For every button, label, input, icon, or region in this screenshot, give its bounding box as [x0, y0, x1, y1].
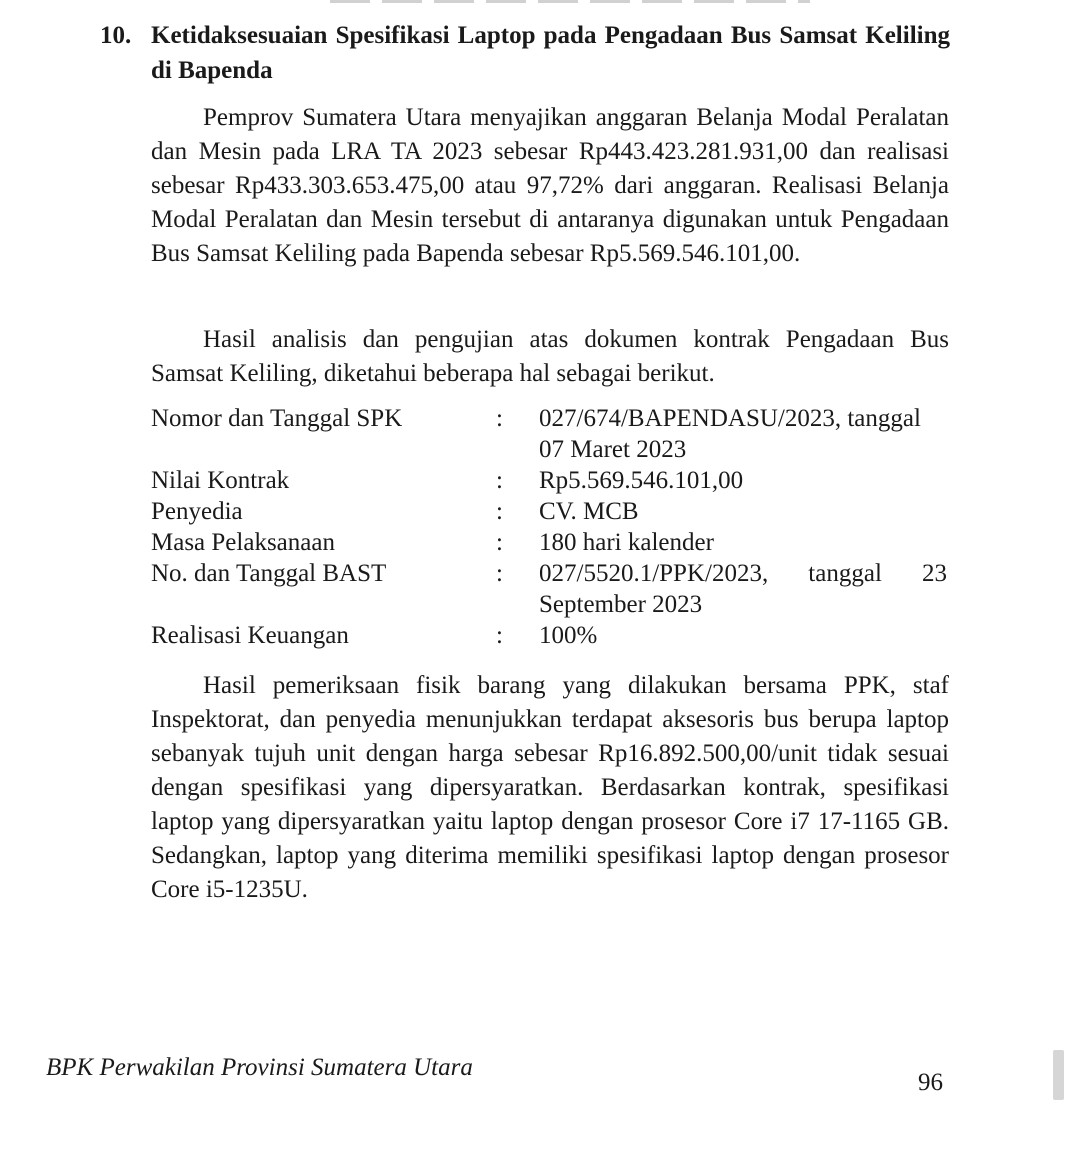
- scrollbar-thumb[interactable]: [1053, 1050, 1064, 1100]
- paragraph-findings: Hasil pemeriksaan fisik barang yang dilakukan bersama PPK, staf Inspektorat, dan penyedia menunjukkan terdapat aksesoris bus berupa laptop sebanyak tujuh unit dengan harga sebesar Rp16.892.500,00/unit tidak sesuai dengan spesifikasi yang dipersyaratkan. Berdasarkan kontrak, spesifikasi laptop yang dipersyaratkan yaitu laptop dengan prosesor Core i7 17-1165 GB. Sedangkan, laptop yang diterima memiliki spesifikasi laptop dengan prosesor Core i5-1235U.: [151, 672, 949, 903]
- footer-publisher: BPK Perwakilan Provinsi Sumatera Utara: [46, 1054, 473, 1081]
- detail-label: Nomor dan Tanggal SPK: [151, 405, 403, 432]
- section-title: Ketidaksesuaian Spesifikasi Laptop pada Pengadaan Bus Samsat Keliling di Bapenda: [151, 22, 950, 84]
- detail-value: 027/674/BAPENDASU/2023, tanggal 07 Maret 2023: [539, 405, 921, 463]
- detail-row-spk: [151, 403, 951, 465]
- detail-label: Realisasi Keuangan: [151, 622, 349, 649]
- paragraph-analysis: Hasil analisis dan pengujian atas dokumen kontrak Pengadaan Bus Samsat Keliling, diketahui beberapa hal sebagai berikut.: [151, 326, 949, 387]
- paragraph-budget: Pemprov Sumatera Utara menyajikan anggaran Belanja Modal Peralatan dan Mesin pada LRA TA 2023 sebesar Rp443.423.281.931,00 dan realisasi sebesar Rp433.303.653.475,00 atau 97,72% dari anggaran. Realisasi Belanja Modal Peralatan dan Mesin tersebut di antaranya digunakan untuk Pengadaan Bus Samsat Keliling pada Bapenda sebesar Rp5.569.546.101,00.: [151, 104, 949, 267]
- detail-colon: :: [496, 467, 503, 494]
- detail-row-masa-pelaksanaan: [151, 527, 951, 558]
- section-number: 10.: [100, 22, 132, 49]
- detail-value: 100%: [539, 622, 598, 649]
- detail-value: CV. MCB: [539, 498, 639, 525]
- detail-label: Penyedia: [151, 498, 243, 525]
- detail-row-bast: [151, 558, 951, 620]
- detail-label: Nilai Kontrak: [151, 467, 290, 494]
- detail-row-penyedia: [151, 496, 951, 527]
- top-edge-artifact: [330, 0, 810, 3]
- detail-value: Rp5.569.546.101,00: [539, 467, 744, 494]
- detail-row-nilai-kontrak: [151, 465, 951, 496]
- page-number: 96: [918, 1069, 943, 1096]
- detail-label: No. dan Tanggal BAST: [151, 560, 387, 587]
- detail-row-realisasi-keuangan: [151, 620, 951, 651]
- detail-colon: :: [496, 560, 503, 587]
- detail-label: Masa Pelaksanaan: [151, 529, 335, 556]
- section-heading: [100, 18, 950, 88]
- detail-value: 027/5520.1/PPK/2023, tanggal 23 September 2023: [539, 560, 947, 618]
- detail-colon: :: [496, 529, 503, 556]
- detail-colon: :: [496, 405, 503, 432]
- contract-details: [151, 403, 951, 651]
- detail-value: 180 hari kalender: [539, 529, 714, 556]
- detail-colon: :: [496, 498, 503, 525]
- detail-colon: :: [496, 622, 503, 649]
